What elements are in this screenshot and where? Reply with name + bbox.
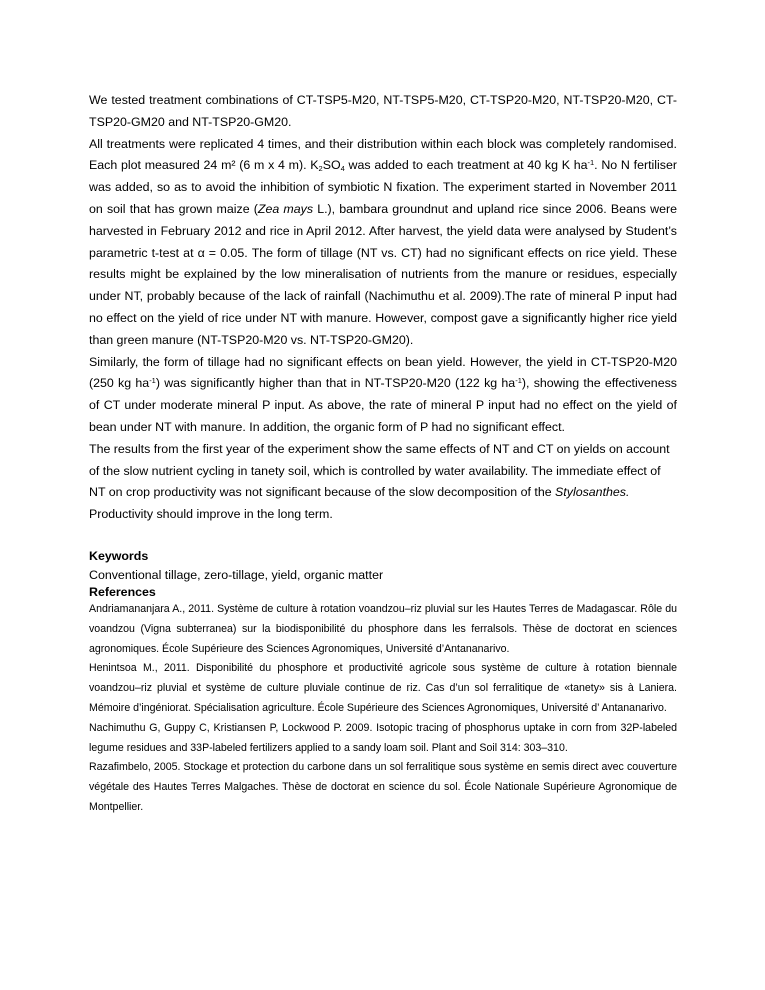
subscript: 2 (318, 164, 323, 174)
text-segment: Productivity should improve in the long term. (89, 507, 333, 522)
species-name: Zea mays (257, 201, 314, 216)
reference-item: Andriamananjara A., 2011. Système de culture à rotation voandzou–riz pluvial sur les Hautes Terres de Madagascar. Rôle du voandzou (Vigna subterranea) sur la biodisponibilité du phosphore dans les ferralsols. Thèse de doctorat en sciences agronomiques. École Supérieure des Sciences Agronomiques, Université d’Antananarivo. (89, 602, 677, 655)
text-segment: ), showing the effectiveness of CT under moderate mineral P input. As above, the rate of mineral P input had no effect on the yield of bean under NT with manure. In addition, the organic form of P had no significant effect. (89, 376, 677, 434)
text-segment: Similarly, the form of tillage had no significant effects on bean yield. However, the yield in CT-TSP20-M20 (250 kg ha (89, 354, 677, 391)
keywords-text: Conventional tillage, zero-tillage, yield, organic matter (89, 567, 384, 582)
document-page (89, 90, 677, 818)
paragraph-treatments: We tested treatment combinations of CT-TSP5-M20, NT-TSP5-M20, CT-TSP20-M20, NT-TSP20-M20, CT-TSP20-GM20 and NT-TSP20-GM20. (89, 93, 677, 129)
text-segment: ) was significantly higher than that in NT-TSP20-M20 (122 kg ha (155, 376, 516, 391)
superscript: -1 (515, 376, 522, 386)
genus-name: Stylosanthes. (555, 485, 630, 500)
reference-item: Nachimuthu G, Guppy C, Kristiansen P, Lockwood P. 2009. Isotopic tracing of phosphorus uptake in corn from 32P-labeled legume residues and 33P-labeled fertilizers applied to a sandy loam soil. Plant and Soil 314: 303–310. (89, 721, 677, 754)
subscript: 4 (340, 164, 345, 174)
text-segment: SO (322, 158, 341, 173)
text-segment: L.), bambara groundnut and upland rice since 2006. Beans were harvested in February 2012 and rice in April 2012. After harvest, the yield data were analysed by Student’s parametric t-test at α = 0.05. The form of tillage (NT vs. CT) had no significant effects on rice yield. These results might be explained by the low mineralisation of nutrients from the manure or residues, especially under NT, probably because of the lack of rainfall (Nachimuthu et al. 2009).The rate of mineral P input had no effect on the yield of rice under NT with manure. However, compost gave a significantly higher rice yield than green manure (NT-TSP20-M20 vs. NT-TSP20-GM20). (89, 201, 677, 347)
text-segment: . No N fertiliser was added, so as to avoid the inhibition of symbiotic N fixation. The experiment started in November 2011 on soil that has grown maize ( (89, 158, 677, 216)
paragraph-conclusion (89, 439, 677, 526)
references-heading: References (89, 584, 156, 599)
text-segment: The results from the first year of the experiment show the same effects of NT and CT on yields on account of the slow nutrient cycling in tanety soil, which is controlled by water availability. The immediate effect of NT on crop productivity was not significant because of the slow decomposition of the (89, 441, 670, 500)
references-list (89, 600, 677, 818)
text-segment: was added to each treatment at 40 kg K ha (344, 158, 588, 173)
superscript: -1 (587, 158, 595, 168)
paragraph-bean-yield (89, 352, 677, 439)
keywords-heading: Keywords (89, 548, 149, 563)
paragraph-methods-results (89, 134, 677, 352)
body-text (89, 90, 677, 526)
superscript: -1 (149, 376, 156, 386)
text-segment: All treatments were replicated 4 times, and their distribution within each block was completely randomised. Each plot measured 24 m² (6 m x 4 m). K (89, 136, 677, 173)
reference-item: Henintsoa M., 2011. Disponibilité du phosphore et productivité agricole sous système de culture à rotation biennale voandzou–riz pluvial et système de culture pluviale continue de riz. Cas d’un sol ferralitique de «tanety» sis à Laniera. Mémoire d’ingéniorat. Spécialisation agriculture. École Supérieure des Sciences Agronomiques, Université d’ Antananarivo. (89, 662, 677, 714)
reference-item: Razafimbelo, 2005. Stockage et protection du carbone dans un sol ferralitique sous système en semis direct avec couverture végétale des Hautes Terres Malgaches. Thèse de doctorat en science du sol. École Nationale Supérieure Agronomique de Montpellier. (89, 761, 677, 813)
